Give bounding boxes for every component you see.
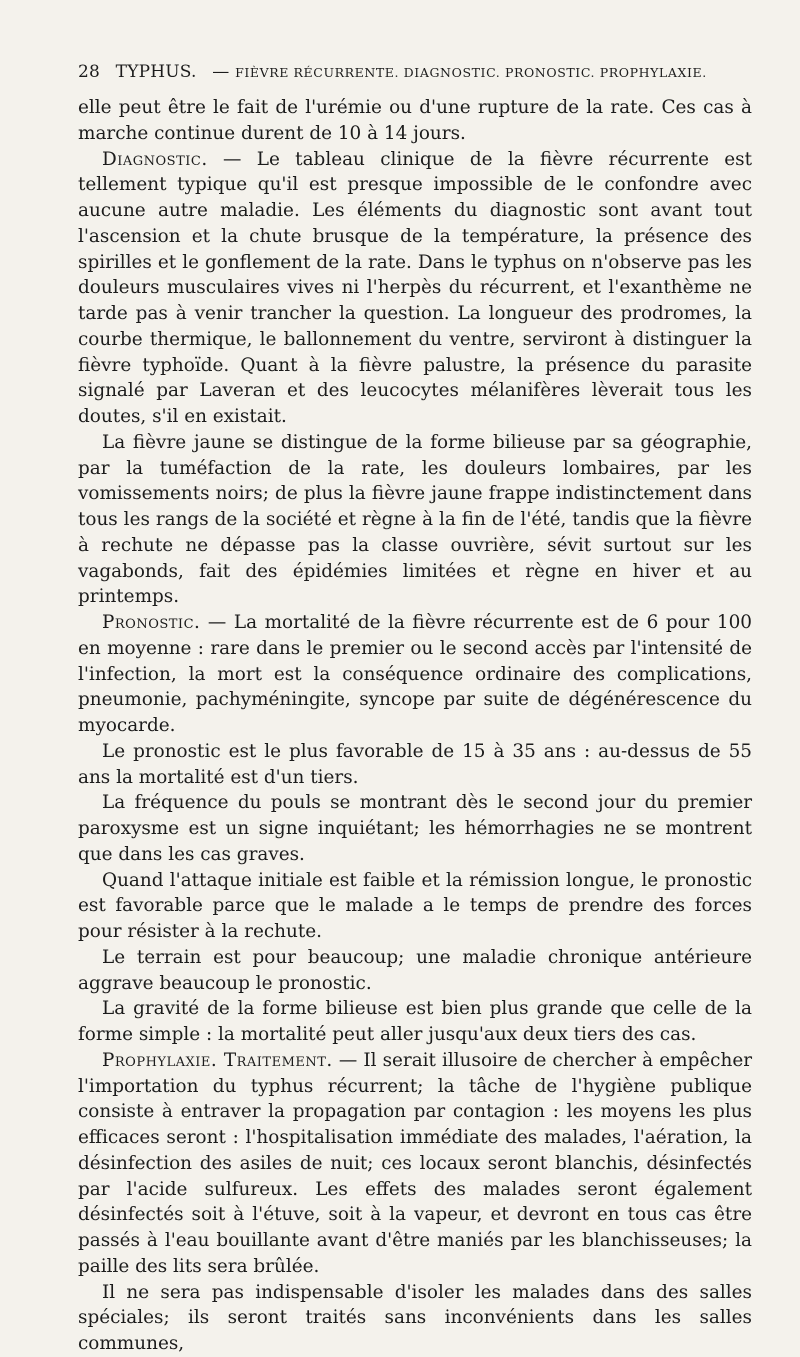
body-text [78,95,752,1357]
section-heading-prophylaxie: Prophylaxie. Traitement. [102,1049,333,1071]
paragraph: Il ne sera pas indispensable d'isoler les malades dans des salles spéciales; ils seront traités sans inconvénients dans les salles communes, [78,1281,752,1354]
header-subtitle: FIÈVRE RÉCURRENTE. DIAGNOSTIC. PRONOSTIC. PROPHYLAXIE. [235,65,707,80]
section-heading-pronostic: Pronostic. [102,612,201,633]
paragraph: Le terrain est pour beaucoup; une maladie chronique antérieure aggrave beaucoup le pronostic. [78,946,752,994]
paragraph: Diagnostic. — Le tableau clinique de la fièvre récurrente est tellement typique qu'il est presque impossible de le confondre avec aucune autre maladie. Les éléments du diagnostic sont avant tout l'ascension et la chute brusque de la température, la présence des spirilles et le gonflement de la rate. Dans le typhus on n'observe pas les douleurs musculaires vives ni l'herpès du récurrent, et l'exanthème ne tarde pas à venir trancher la question. La longueur des prodromes, la courbe thermique, le ballonnement du ventre, serviront à distinguer la fièvre typhoïde. Quant à la fièvre palustre, la présence du parasite signalé par Laveran et des leucocytes mélanifères lèverait tous les doutes, s'il en existait. [78,148,752,427]
paragraph: La fréquence du pouls se montrant dès le second jour du premier paroxysme est un signe inquiétant; les hémorrhagies ne se montrent que dans les cas graves. [78,792,752,865]
paragraph: elle peut être le fait de l'urémie ou d'une rupture de la rate. Ces cas à marche continue durent de 10 à 14 jours. [78,97,752,144]
running-header [78,62,758,82]
header-dash: — [212,62,230,82]
paragraph: Pronostic. — La mortalité de la fièvre récurrente est de 6 pour 100 en moyenne : rare dans le premier ou le second accès par l'intensité de l'infection, la mort est la conséquence ordinaire des complications, pneumonie, pachyméningite, syncope par suite de dégénérescence du myocarde. [78,612,752,736]
section-heading-diagnostic: Diagnostic. [102,148,208,170]
paragraph: Quand l'attaque initiale est faible et la rémission longue, le pronostic est favorable parce que le malade a le temps de prendre des forces pour résister à la rechute. [78,869,752,942]
page-number: 28 [78,62,101,82]
paragraph: Prophylaxie. Traitement. — Il serait illusoire de chercher à empêcher l'importation du typhus récurrent; la tâche de l'hygiène publique consiste à entraver la propagation par contagion : les moyens les plus efficaces seront : l'hospitalisation immédiate des malades, l'aération, la désinfection des asiles de nuit; ces locaux seront blanchis, désinfectés par l'acide sulfureux. Les effets des malades seront également désinfectés soit à l'étuve, soit à la vapeur, et devront en tous cas être passés à l'eau bouillante avant d'être maniés par les blanchisseuses; la paille des lits sera brûlée. [78,1049,753,1277]
paragraph: La gravité de la forme bilieuse est bien plus grande que celle de la forme simple : la mortalité peut aller jusqu'aux deux tiers des cas. [78,998,752,1045]
paragraph: Le pronostic est le plus favorable de 15 à 35 ans : au-dessus de 55 ans la mortalité est d'un tiers. [78,740,752,788]
header-title: TYPHUS. [115,62,197,82]
paragraph: La fièvre jaune se distingue de la forme bilieuse par sa géographie, par la tuméfaction de la rate, les douleurs lombaires, par les vomissements noirs; de plus la fièvre jaune frappe indistinctement dans tous les rangs de la société et règne à la fin de l'été, tandis que la fièvre à rechute ne dépasse pas la classe ouvrière, sévit surtout sur les vagabonds, fait des épidémies limitées et règne en hiver et au printemps. [78,431,752,608]
